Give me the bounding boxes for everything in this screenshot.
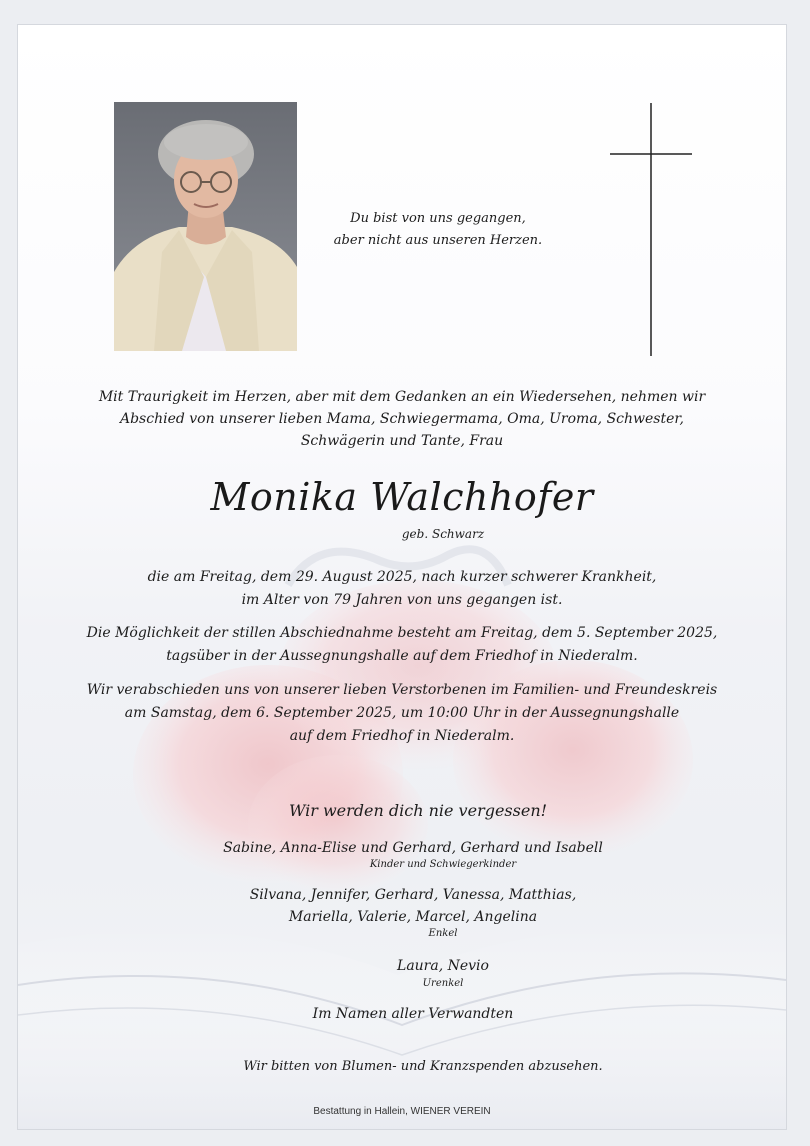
intro-line: Abschied von unserer lieben Mama, Schwiegermama, Oma, Uroma, Schwester,: [119, 411, 684, 427]
grandchildren-names: [98, 884, 728, 928]
children-label: Kinder und Schwiegerkinder: [369, 859, 517, 870]
paragraph-line: tagsüber in der Aussegnungshalle auf dem Friedhof in Niederalm.: [166, 648, 638, 664]
grandchildren-line: Silvana, Jennifer, Gerhard, Vanessa, Matthias,: [249, 887, 577, 903]
closing-line: Im Namen aller Verwandten: [312, 1006, 514, 1022]
grandchildren-label: Enkel: [428, 928, 458, 939]
portrait-photo: [114, 102, 297, 351]
intro-text: [78, 386, 726, 452]
quote-line: aber nicht aus unseren Herzen.: [333, 233, 543, 248]
paragraph-line: Wir verabschieden uns von unserer lieben Verstorbenen im Familien- und Freundeskreis: [86, 682, 718, 698]
paragraph-line: am Samstag, dem 6. September 2025, um 10:00 Uhr in der Aussegnungshalle: [124, 705, 680, 721]
quote-line: Du bist von uns gegangen,: [350, 211, 526, 226]
children-names: Sabine, Anna-Elise und Gerhard, Gerhard und Isabell: [223, 840, 603, 856]
great-grandchildren-names: Laura, Nevio: [397, 958, 489, 974]
paragraph-line: die am Freitag, dem 29. August 2025, nach kurzer schwerer Krankheit,: [147, 569, 657, 585]
memorial-quote: [288, 208, 588, 252]
viewing-paragraph: [78, 622, 726, 668]
never-forget-heading: Wir werden dich nie vergessen!: [288, 801, 548, 820]
funeral-home-footer: Bestattung in Hallein, WIENER VEREIN: [313, 1106, 491, 1117]
paragraph-line: Die Möglichkeit der stillen Abschiednahme besteht am Freitag, dem 5. September 2025,: [86, 625, 718, 641]
flower-donation-note: Wir bitten von Blumen- und Kranzspenden abzusehen.: [243, 1059, 603, 1074]
birth-name: geb. Schwarz: [401, 527, 485, 541]
intro-line: Schwägerin und Tante, Frau: [300, 433, 504, 449]
great-grandchildren-label: Urenkel: [422, 978, 464, 989]
paragraph-line: auf dem Friedhof in Niederalm.: [289, 728, 515, 744]
farewell-paragraph: [78, 679, 726, 748]
death-paragraph: [78, 566, 726, 612]
obituary-sheet: [17, 24, 787, 1130]
intro-line: Mit Traurigkeit im Herzen, aber mit dem Gedanken an ein Wiedersehen, nehmen wir: [98, 389, 706, 405]
grandchildren-line: Mariella, Valerie, Marcel, Angelina: [288, 909, 538, 925]
deceased-name: Monika Walchhofer: [210, 475, 594, 519]
paragraph-line: im Alter von 79 Jahren von uns gegangen ist.: [241, 592, 563, 608]
cross-icon: [608, 103, 694, 356]
